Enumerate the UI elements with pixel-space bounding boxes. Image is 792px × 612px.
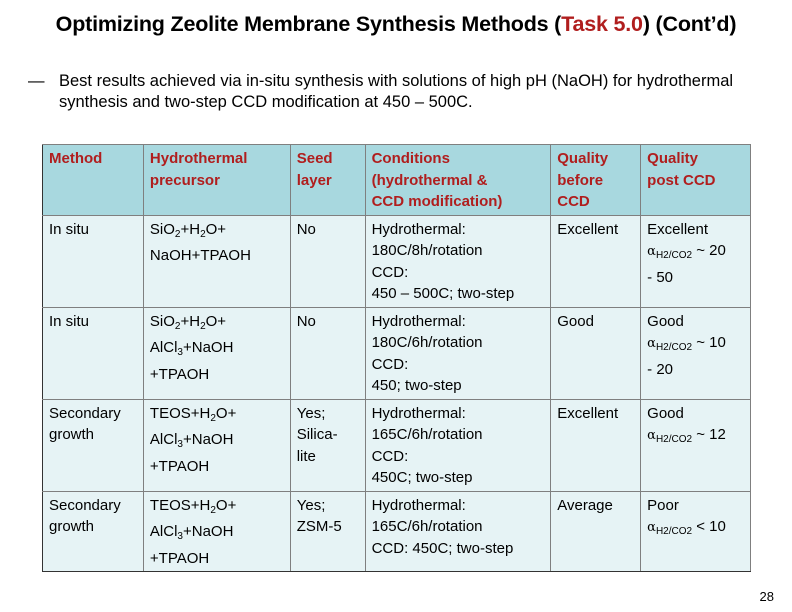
header-line: Seed	[296, 150, 333, 167]
precursor-cell	[143, 307, 290, 399]
cell-line: No	[296, 220, 316, 238]
header-line: Quality	[647, 150, 699, 167]
quality-post-cell	[641, 307, 751, 399]
quality-post-label: Excellent	[647, 220, 709, 238]
selectivity-range-end: - 20	[647, 360, 674, 378]
title-suffix: ) (Cont’d)	[642, 12, 737, 36]
cell-line: +TPAOH	[149, 457, 210, 475]
header-cell-method	[43, 145, 144, 216]
header-line: Conditions	[371, 150, 450, 167]
slide-title	[0, 12, 792, 37]
seed-layer-cell	[290, 215, 365, 307]
cell-line: In situ	[49, 220, 90, 238]
cell-line: 450; two-step	[371, 377, 462, 394]
header-line: precursor	[149, 171, 220, 189]
cell-line: lite	[296, 447, 316, 465]
selectivity-subscript: H2/CO2	[655, 526, 693, 537]
alpha-symbol: α	[647, 244, 656, 259]
cell-line: $SiO_2+H_2O+$	[149, 220, 227, 240]
alpha-symbol: α	[647, 428, 656, 443]
header-line: before	[557, 171, 604, 189]
cell-line: $TEOS+H_2O+$	[149, 404, 237, 424]
table-row	[43, 399, 751, 491]
quality-before-cell: Average	[551, 491, 641, 572]
cell-line: No	[296, 312, 316, 330]
cell-line: Hydrothermal:	[371, 312, 466, 330]
cell-line: Yes;	[296, 496, 326, 514]
conditions-cell	[365, 491, 551, 572]
method-cell	[43, 399, 144, 491]
cell-line: Hydrothermal:	[371, 496, 466, 514]
cell-line: Silica-	[296, 426, 338, 443]
conditions-cell	[365, 399, 551, 491]
table-body	[43, 215, 751, 572]
title-task-label: Task 5.0	[561, 12, 643, 36]
selectivity-value: $\alpha_{H2/CO2}$ ~ 10	[647, 334, 726, 353]
selectivity-subscript: H2/CO2	[655, 342, 693, 353]
title-prefix: Optimizing Zeolite Membrane Synthesis Methods (	[55, 12, 562, 36]
cell-line: In situ	[49, 312, 90, 330]
method-cell	[43, 307, 144, 399]
method-cell	[43, 215, 144, 307]
cell-line: growth	[49, 426, 95, 443]
alpha-symbol: α	[647, 520, 656, 535]
quality-before-cell: Excellent	[551, 215, 641, 307]
cell-line: +TPAOH	[149, 549, 210, 567]
cell-line: $SiO_2+H_2O+$	[149, 312, 227, 332]
header-cell-seed-layer	[290, 145, 365, 216]
cell-line: AlCl$_3$+NaOH	[149, 339, 234, 358]
selectivity-range-end: - 50	[647, 268, 674, 286]
selectivity-subscript: H2/CO2	[655, 250, 693, 261]
cell-line: 165C/6h/rotation	[371, 518, 483, 535]
cell-line: CCD:	[371, 263, 409, 281]
header-cell-conditions	[365, 145, 551, 216]
quality-post-cell	[641, 215, 751, 307]
cell-line: Hydrothermal:	[371, 220, 466, 238]
quality-before-cell: Excellent	[551, 399, 641, 491]
cell-line: Secondary	[49, 404, 121, 422]
quality-post-cell	[641, 399, 751, 491]
bullet-text: Best results achieved via in-situ synthesis with solutions of high pH (NaOH) for hydrothermal synthesis and two-step CCD modification at 450 – 500C.	[59, 72, 734, 111]
quality-post-label: Good	[647, 404, 684, 422]
precursor-cell	[143, 491, 290, 572]
cell-line: Hydrothermal:	[371, 404, 466, 422]
method-cell	[43, 491, 144, 572]
page-number: 28	[759, 589, 774, 604]
cell-line: Yes;	[296, 404, 326, 422]
header-line: Quality	[557, 150, 609, 167]
cell-line: growth	[49, 518, 95, 535]
header-line: CCD	[557, 193, 590, 210]
seed-layer-cell	[290, 399, 365, 491]
quality-before-cell: Good	[551, 307, 641, 399]
header-cell-precursor	[143, 145, 290, 216]
cell-line: 180C/6h/rotation	[371, 334, 483, 351]
cell-line: 180C/8h/rotation	[371, 242, 483, 259]
cell-line: $TEOS+H_2O+$	[149, 496, 237, 516]
cell-line: Secondary	[49, 496, 121, 514]
cell-line: AlCl$_3$+NaOH	[149, 431, 234, 450]
quality-post-label: Good	[647, 312, 684, 330]
quality-post-cell	[641, 491, 751, 572]
table-header-row	[43, 145, 751, 216]
cell-line: ZSM-5	[296, 518, 342, 535]
cell-line: CCD: 450C; two-step	[371, 539, 514, 557]
cell-line: 165C/6h/rotation	[371, 426, 483, 443]
precursor-cell	[143, 399, 290, 491]
header-line: layer	[296, 171, 332, 189]
header-cell-quality-post	[641, 145, 751, 216]
table-row	[43, 307, 751, 399]
selectivity-value: $\alpha_{H2/CO2} < 10$	[647, 518, 726, 537]
header-line: (hydrothermal &	[371, 171, 488, 189]
table-row	[43, 215, 751, 307]
table-row	[43, 491, 751, 572]
synthesis-methods-table	[42, 144, 751, 572]
quality-post-label: Poor	[647, 496, 679, 514]
precursor-cell	[143, 215, 290, 307]
cell-line: CCD:	[371, 355, 409, 373]
cell-line: CCD:	[371, 447, 409, 465]
cell-line: AlCl$_3$+NaOH	[149, 523, 234, 542]
cell-line: 450C; two-step	[371, 469, 473, 486]
header-line: post CCD	[647, 171, 716, 189]
header-line: Hydrothermal	[149, 150, 248, 167]
cell-line: NaOH+TPAOH	[149, 247, 251, 264]
alpha-symbol: α	[647, 336, 656, 351]
cell-line: +TPAOH	[149, 365, 210, 383]
selectivity-value: $\alpha_{H2/CO2}$ ~ 20	[647, 242, 726, 261]
seed-layer-cell	[290, 307, 365, 399]
bullet-dash: —	[28, 72, 45, 90]
header-cell-quality-before	[551, 145, 641, 216]
cell-line: 450 – 500C; two-step	[371, 285, 515, 302]
header-line: Method	[49, 150, 103, 167]
selectivity-subscript: H2/CO2	[655, 434, 693, 445]
seed-layer-cell	[290, 491, 365, 572]
conditions-cell	[365, 215, 551, 307]
summary-bullet	[28, 71, 768, 113]
header-line: CCD modification)	[371, 193, 503, 210]
conditions-cell	[365, 307, 551, 399]
selectivity-value: $\alpha_{H2/CO2}$ ~ 12	[647, 426, 726, 445]
